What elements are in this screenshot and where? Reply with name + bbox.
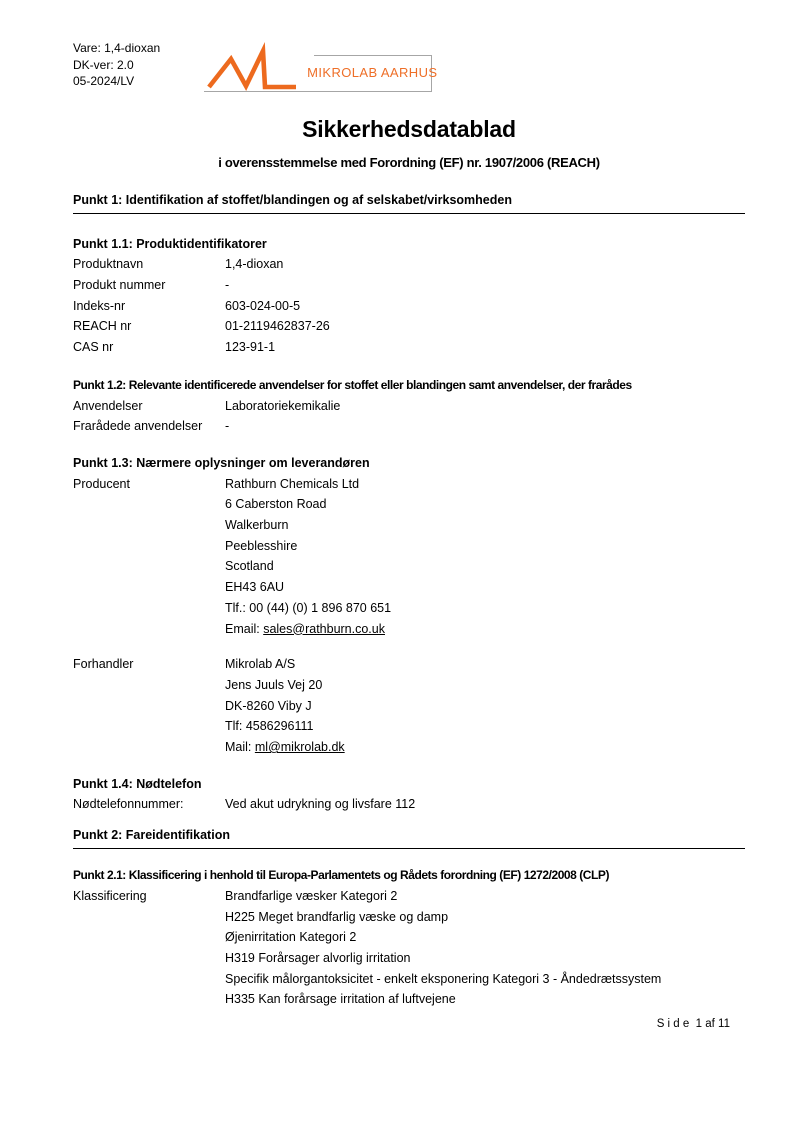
section-1-3-header: Punkt 1.3: Nærmere oplysninger om leverandøren bbox=[73, 455, 370, 470]
email-label: Mail: bbox=[225, 740, 255, 755]
classification-line: H319 Forårsager alvorlig irritation bbox=[225, 950, 411, 965]
field-row-reach-nr bbox=[73, 316, 745, 337]
field-value: Ved akut udrykning og livsfare 112 bbox=[225, 797, 416, 812]
field-label: Anvendelser bbox=[73, 398, 143, 413]
address-line: DK-8260 Viby J bbox=[225, 698, 312, 713]
address-line: EH43 6AU bbox=[225, 580, 285, 595]
email-line bbox=[225, 737, 745, 758]
field-label: Produkt nummer bbox=[73, 278, 166, 292]
classification-lines bbox=[225, 886, 745, 1010]
field-label: Indeks-nr bbox=[73, 298, 126, 313]
email-line bbox=[225, 619, 745, 640]
field-row-noedtelefon bbox=[73, 794, 745, 815]
page-subtitle: i overensstemmelse med Forordning (EF) nr. 1907/2006 (REACH) bbox=[218, 154, 600, 170]
producer-address bbox=[225, 474, 745, 640]
page-title: Sikkerhedsdatablad bbox=[302, 116, 516, 142]
page-header bbox=[73, 40, 745, 92]
field-label: Forhandler bbox=[73, 657, 134, 672]
section-1-2-header: Punkt 1.2: Relevante identificerede anvendelser for stoffet eller blandingen samt anvendelser, der frarådes bbox=[73, 377, 632, 392]
field-row-fraraadede-anvendelser bbox=[73, 416, 745, 437]
logo-frame-line bbox=[314, 55, 431, 56]
logo-wordmark: MIKROLAB AARHUS bbox=[307, 65, 438, 80]
page-number: S i d e 1 af 11 bbox=[656, 1018, 730, 1030]
doc-meta bbox=[73, 40, 160, 90]
classification-line: H335 Kan forårsage irritation af luftvejene bbox=[225, 992, 456, 1007]
section-2-1-header: Punkt 2.1: Klassificering i henhold til Europa-Parlamentets og Rådets forordning (EF) 1272/2008 (CLP) bbox=[73, 868, 609, 883]
field-label: Klassificering bbox=[73, 888, 147, 903]
classification-block bbox=[73, 886, 745, 1010]
classification-line: Brandfarlige væsker Kategori 2 bbox=[225, 888, 398, 903]
distributor-block bbox=[73, 654, 745, 758]
doc-meta-date: 05-2024/LV bbox=[73, 74, 135, 88]
section-1-4-header: Punkt 1.4: Nødtelefon bbox=[73, 776, 202, 791]
distributor-address bbox=[225, 654, 745, 758]
field-label: Frarådede anvendelser bbox=[73, 419, 203, 434]
section-1-header: Punkt 1: Identifikation af stoffet/blandingen og af selskabet/virksomheden bbox=[73, 193, 745, 214]
mikrolab-logo bbox=[204, 55, 438, 92]
field-value: 01-2119462837-26 bbox=[225, 319, 330, 334]
field-value: Laboratoriekemikalie bbox=[225, 398, 341, 413]
field-label: REACH nr bbox=[73, 319, 132, 334]
field-row-cas-nr bbox=[73, 337, 745, 358]
address-line: Walkerburn bbox=[225, 518, 289, 533]
field-label: CAS nr bbox=[73, 340, 114, 355]
field-row-indeks-nr bbox=[73, 296, 745, 317]
field-label: Nødtelefonnummer: bbox=[73, 797, 184, 812]
phone-line: Tlf: 4586296111 bbox=[225, 719, 314, 734]
field-label: Producent bbox=[73, 476, 130, 491]
distributor-email-link[interactable]: ml@mikrolab.dk bbox=[254, 740, 345, 755]
classification-line: Øjenirritation Kategori 2 bbox=[225, 930, 357, 945]
email-label: Email: bbox=[225, 621, 264, 636]
field-row-anvendelser bbox=[73, 396, 745, 417]
ml-zigzag-icon bbox=[206, 49, 298, 90]
section-1-1-header: Punkt 1.1: Produktidentifikatorer bbox=[73, 236, 267, 251]
address-line: Mikrolab A/S bbox=[225, 657, 296, 672]
doc-meta-product: Vare: 1,4-dioxan bbox=[73, 41, 161, 55]
section-2-header: Punkt 2: Fareidentifikation bbox=[73, 828, 745, 849]
field-value: - bbox=[225, 278, 230, 292]
producer-email-link[interactable]: sales@rathburn.co.uk bbox=[263, 621, 385, 636]
doc-meta-version: DK-ver: 2.0 bbox=[73, 57, 134, 72]
field-value: 1,4-dioxan bbox=[225, 257, 284, 272]
address-line: Peeblesshire bbox=[225, 538, 298, 553]
address-line: Rathburn Chemicals Ltd bbox=[225, 476, 360, 491]
phone-line: Tlf.: 00 (44) (0) 1 896 870 651 bbox=[225, 600, 392, 615]
address-line: Jens Juuls Vej 20 bbox=[225, 677, 323, 692]
field-label: Produktnavn bbox=[73, 257, 144, 272]
field-value: - bbox=[225, 419, 230, 434]
classification-line: Specifik målorgantoksicitet - enkelt eksponering Kategori 3 - Åndedrætssystem bbox=[225, 971, 662, 986]
field-value: 123-91-1 bbox=[225, 340, 276, 355]
field-row-produktnavn bbox=[73, 254, 745, 275]
address-line: Scotland bbox=[225, 559, 274, 574]
address-line: 6 Caberston Road bbox=[225, 497, 327, 512]
field-value: 603-024-00-5 bbox=[225, 298, 301, 313]
field-row-produkt-nummer bbox=[73, 275, 745, 296]
producer-block bbox=[73, 474, 745, 640]
classification-line: H225 Meget brandfarlig væske og damp bbox=[225, 909, 449, 924]
